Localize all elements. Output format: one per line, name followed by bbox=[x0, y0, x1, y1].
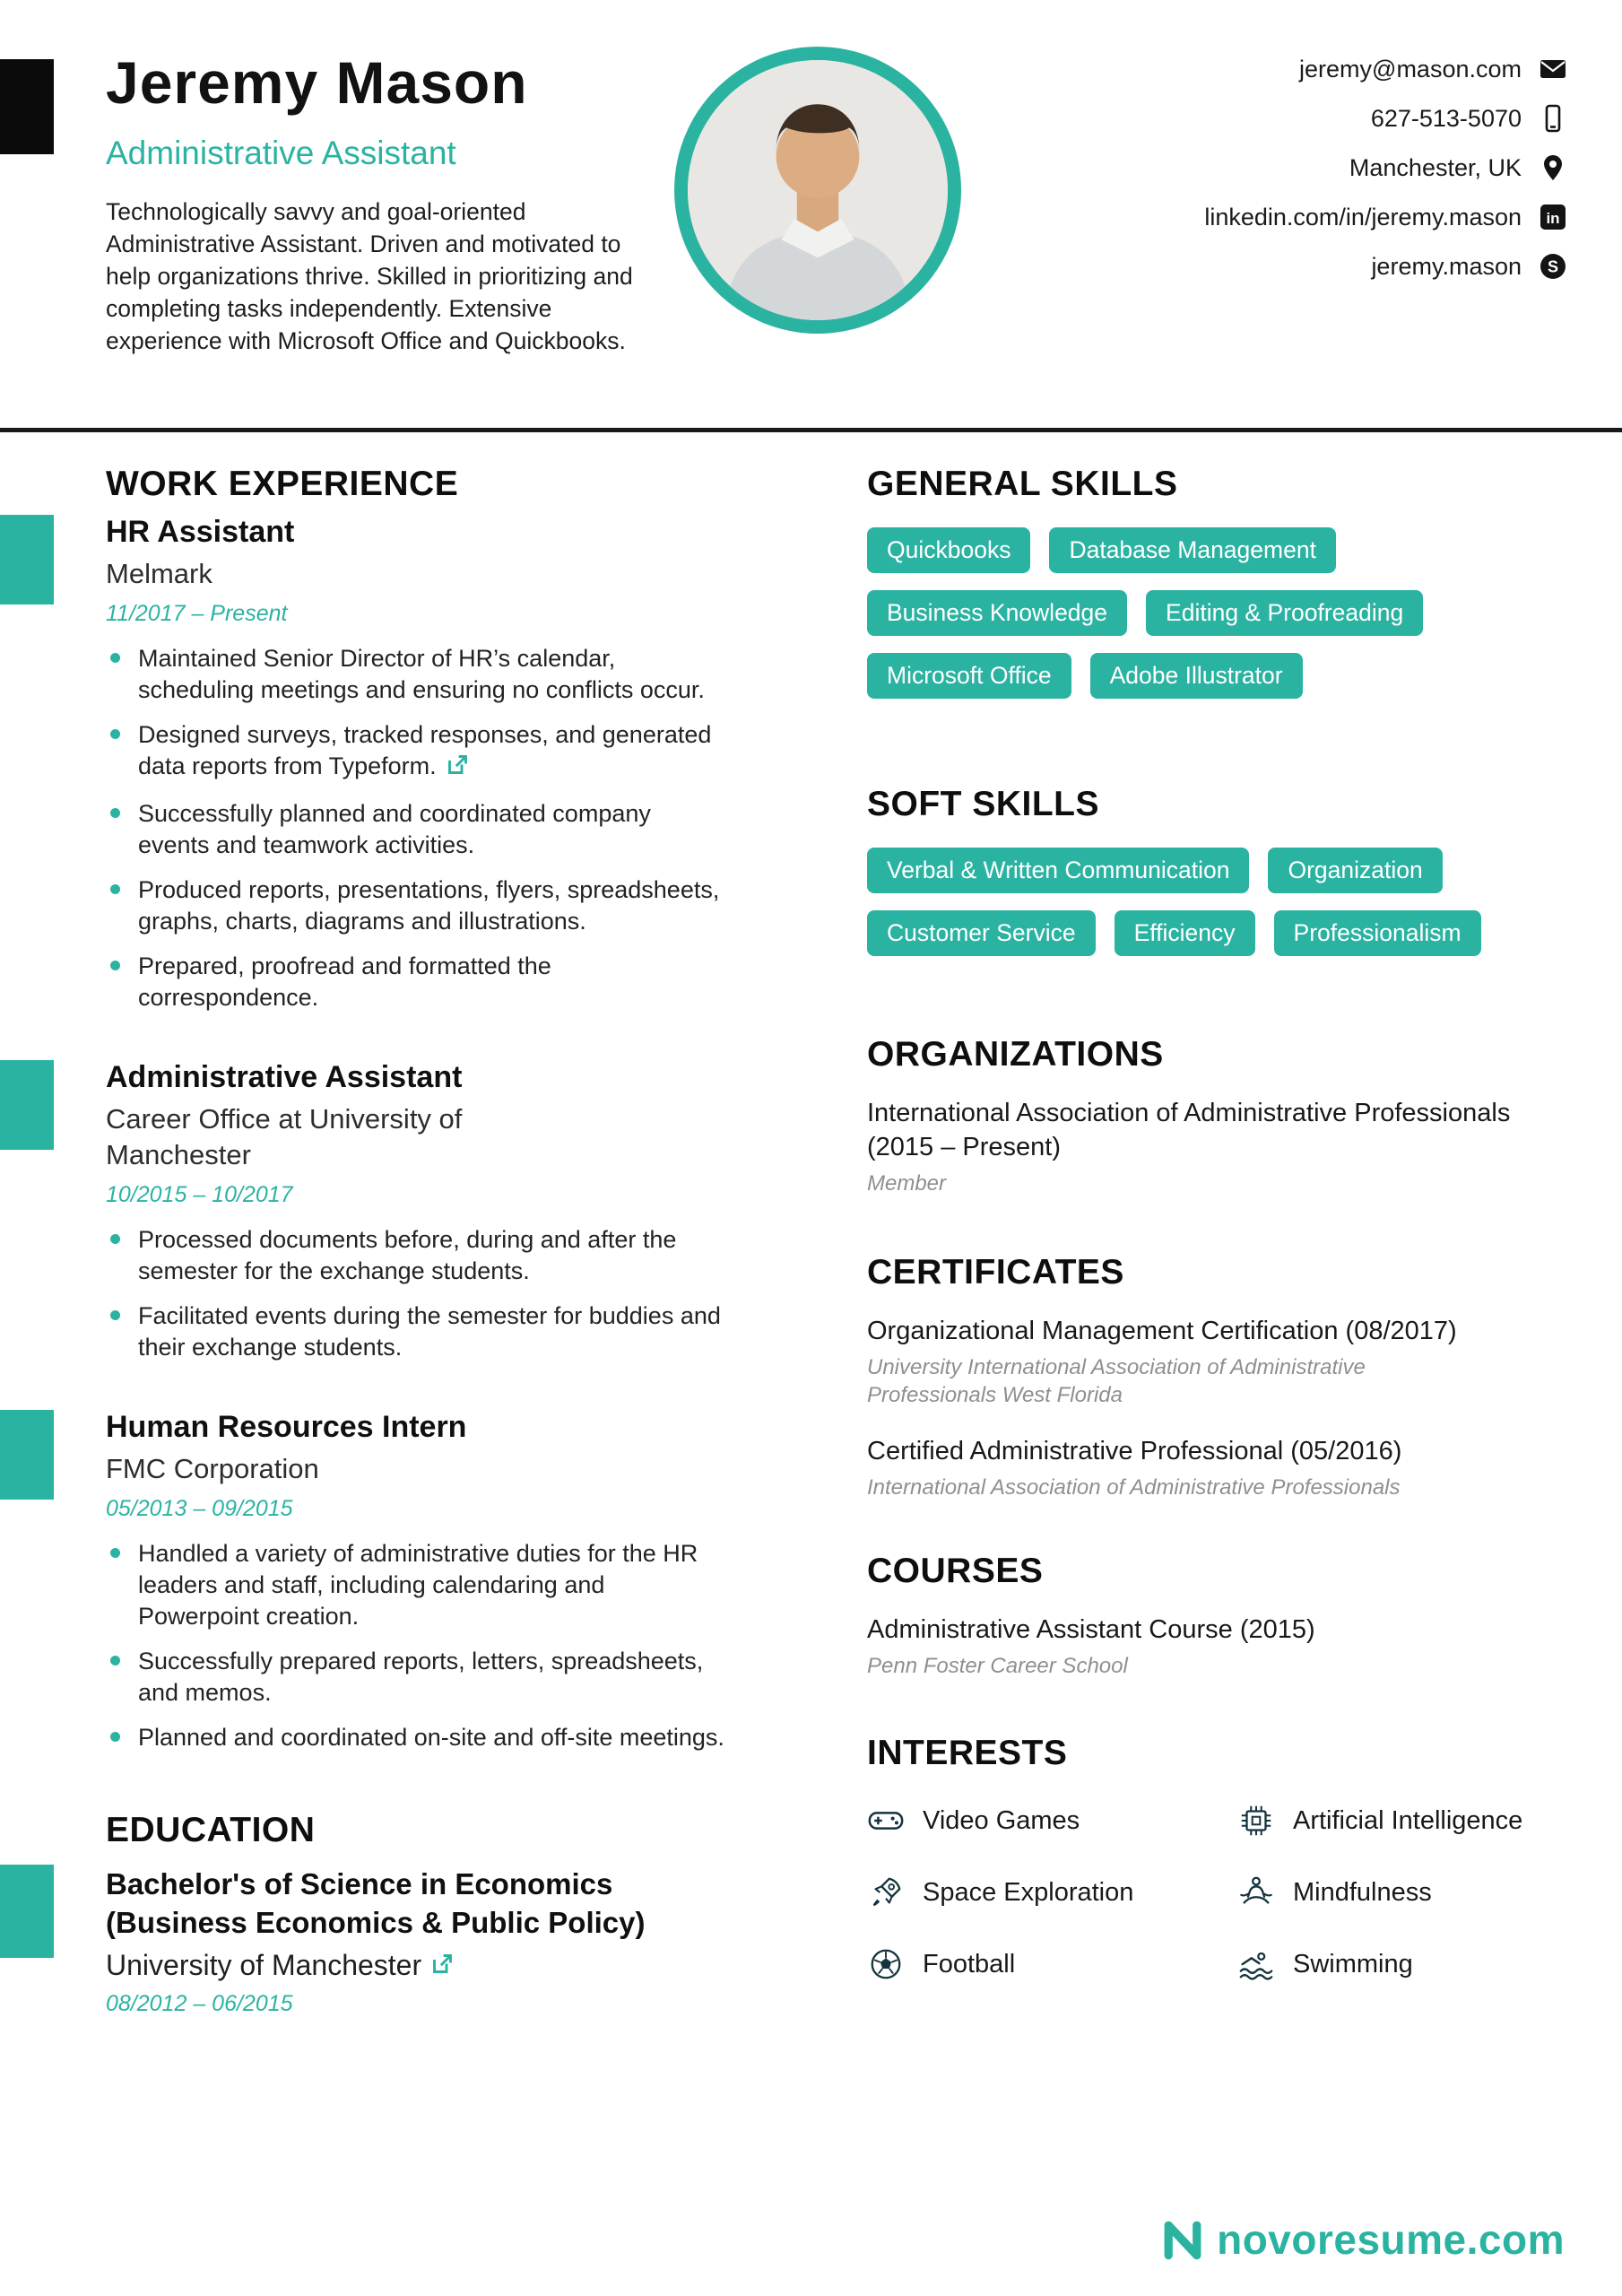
education-school: University of Manchester bbox=[106, 1949, 422, 1981]
organization-item bbox=[867, 1096, 1541, 1197]
work-experience-heading: WORK EXPERIENCE bbox=[106, 465, 459, 503]
job-bullet bbox=[106, 719, 724, 785]
job-bullet-list bbox=[106, 1538, 724, 1753]
phone-icon bbox=[1538, 103, 1568, 134]
interest-video-games bbox=[867, 1802, 1237, 1839]
contact-email[interactable] bbox=[1299, 54, 1568, 84]
education-entry bbox=[106, 1865, 724, 2017]
contact-list bbox=[1204, 54, 1568, 282]
interest-label: Football bbox=[923, 1949, 1016, 1979]
job-accent-bar bbox=[0, 1060, 54, 1150]
gamepad-icon bbox=[867, 1802, 905, 1839]
job-company: Melmark bbox=[106, 558, 213, 589]
novoresume-logo-text: novoresume.com bbox=[1217, 2216, 1565, 2263]
contact-skype-value: jeremy.mason bbox=[1371, 252, 1522, 280]
skill-pill: Microsoft Office bbox=[867, 653, 1071, 699]
skype-icon bbox=[1538, 251, 1568, 282]
job-entry bbox=[106, 515, 724, 1013]
organizations-section bbox=[867, 1035, 1541, 1197]
interest-label: Space Exploration bbox=[923, 1877, 1134, 1907]
course-item bbox=[867, 1613, 1541, 1680]
left-column bbox=[106, 465, 724, 2017]
job-bullet bbox=[106, 874, 724, 937]
job-bullet-text: Facilitated events during the semester for buddies and their exchange students. bbox=[138, 1302, 721, 1361]
education-school-row bbox=[106, 1949, 724, 1982]
general-skills-section bbox=[867, 465, 1541, 699]
interests-heading: INTERESTS bbox=[867, 1734, 1068, 1772]
job-title: HR Assistant bbox=[106, 515, 295, 549]
novoresume-logo[interactable] bbox=[1159, 2215, 1565, 2264]
job-bullet-text: Planned and coordinated on-site and off-site meetings. bbox=[138, 1724, 724, 1751]
general-skills-list bbox=[867, 527, 1541, 699]
skill-pill: Organization bbox=[1268, 848, 1442, 893]
soft-skills-heading: SOFT SKILLS bbox=[867, 785, 1099, 823]
email-icon bbox=[1538, 54, 1568, 84]
skill-pill: Verbal & Written Communication bbox=[867, 848, 1249, 893]
interest-label: Mindfulness bbox=[1293, 1877, 1432, 1907]
job-bullet-text: Processed documents before, during and after the semester for the exchange students. bbox=[138, 1226, 677, 1284]
interest-label: Video Games bbox=[923, 1805, 1080, 1835]
job-bullet-text: Maintained Senior Director of HR’s calendar, scheduling meetings and ensuring no conflicts occur. bbox=[138, 645, 705, 703]
interest-space-exploration bbox=[867, 1874, 1237, 1911]
profile-summary: Technologically savvy and goal-oriented Administrative Assistant. Driven and motivated to help organizations thrive. Skilled in prioritizing and completing tasks independently. Extensive experience with Microsoft Office and Quickbooks. bbox=[106, 198, 633, 354]
svg-text:S: S bbox=[1547, 257, 1559, 276]
job-bullet bbox=[106, 643, 724, 706]
location-icon bbox=[1538, 152, 1568, 183]
work-experience-section bbox=[106, 465, 724, 1753]
organizations-heading: ORGANIZATIONS bbox=[867, 1035, 1164, 1074]
contact-phone bbox=[1371, 103, 1568, 134]
education-accent-bar bbox=[0, 1865, 54, 1958]
job-title: Administrative Assistant bbox=[106, 1060, 463, 1094]
job-company: FMC Corporation bbox=[106, 1453, 319, 1484]
job-dates: 11/2017 – Present bbox=[106, 601, 288, 626]
external-link-icon[interactable] bbox=[430, 1952, 455, 1980]
certificate-name: Organizational Management Certification (08/2017) bbox=[867, 1317, 1457, 1345]
job-bullet-text: Successfully prepared reports, letters, spreadsheets, and memos. bbox=[138, 1648, 704, 1706]
certificate-issuer: University International Association of Administrative Professionals West Florida bbox=[867, 1355, 1366, 1407]
education-heading: EDUCATION bbox=[106, 1811, 316, 1849]
job-dates: 05/2013 – 09/2015 bbox=[106, 1496, 293, 1521]
right-column bbox=[867, 465, 1541, 1983]
job-title: Human Resources Intern bbox=[106, 1410, 467, 1444]
external-link-icon[interactable] bbox=[446, 752, 470, 785]
interests-list bbox=[867, 1802, 1541, 1983]
skill-pill: Database Management bbox=[1049, 527, 1335, 573]
svg-text:in: in bbox=[1546, 210, 1560, 227]
skill-pill: Professionalism bbox=[1274, 910, 1481, 956]
interest-artificial-intelligence bbox=[1237, 1802, 1541, 1839]
organization-name: International Association of Administrative Professionals (2015 – Present) bbox=[867, 1099, 1511, 1161]
education-section bbox=[106, 1811, 724, 2017]
profile-photo bbox=[688, 60, 948, 320]
job-bullet-text: Handled a variety of administrative duties for the HR leaders and staff, including calendaring and Powerpoint creation. bbox=[138, 1540, 698, 1630]
novoresume-n-icon bbox=[1159, 2216, 1206, 2263]
job-bullet-list bbox=[106, 1224, 724, 1363]
skill-pill: Business Knowledge bbox=[867, 590, 1127, 636]
courses-section bbox=[867, 1552, 1541, 1680]
job-bullet bbox=[106, 1722, 724, 1753]
contact-phone-value: 627-513-5070 bbox=[1370, 104, 1522, 132]
contact-email-value[interactable]: jeremy@mason.com bbox=[1299, 55, 1522, 83]
job-bullet-text: Designed surveys, tracked responses, and generated data reports from Typeform. bbox=[138, 721, 712, 779]
education-dates: 08/2012 – 06/2015 bbox=[106, 1991, 293, 2016]
person-job-title: Administrative Assistant bbox=[106, 135, 456, 171]
general-skills-heading: GENERAL SKILLS bbox=[867, 465, 1178, 503]
contact-location-value: Manchester, UK bbox=[1349, 153, 1522, 181]
organization-role: Member bbox=[867, 1171, 947, 1196]
skill-pill: Customer Service bbox=[867, 910, 1096, 956]
job-bullet bbox=[106, 1300, 724, 1363]
job-bullet bbox=[106, 1646, 724, 1709]
interest-label: Swimming bbox=[1293, 1949, 1413, 1979]
job-bullet bbox=[106, 1224, 724, 1287]
rocket-icon bbox=[867, 1874, 905, 1911]
interest-football bbox=[867, 1945, 1237, 1983]
header-divider bbox=[0, 428, 1622, 432]
football-icon bbox=[867, 1945, 905, 1983]
interest-mindfulness bbox=[1237, 1874, 1541, 1911]
interest-swimming bbox=[1237, 1945, 1541, 1983]
skill-pill: Quickbooks bbox=[867, 527, 1030, 573]
certificate-name: Certified Administrative Professional (05/2016) bbox=[867, 1437, 1402, 1465]
contact-linkedin-value[interactable]: linkedin.com/in/jeremy.mason bbox=[1204, 203, 1522, 230]
course-name: Administrative Assistant Course (2015) bbox=[867, 1615, 1315, 1644]
job-bullet-text: Successfully planned and coordinated company events and teamwork activities. bbox=[138, 800, 651, 858]
contact-linkedin[interactable] bbox=[1204, 202, 1568, 232]
interests-section bbox=[867, 1734, 1541, 1983]
courses-heading: COURSES bbox=[867, 1552, 1044, 1590]
chip-icon bbox=[1237, 1802, 1275, 1839]
course-provider: Penn Foster Career School bbox=[867, 1654, 1128, 1678]
contact-skype bbox=[1371, 251, 1568, 282]
skill-pill: Efficiency bbox=[1115, 910, 1255, 956]
skill-pill: Editing & Proofreading bbox=[1146, 590, 1423, 636]
education-degree: Bachelor's of Science in Economics (Business Economics & Public Policy) bbox=[106, 1867, 646, 1939]
header-accent-block bbox=[0, 59, 54, 154]
profile-photo-ring bbox=[674, 47, 961, 334]
job-bullet bbox=[106, 798, 724, 861]
certificates-section bbox=[867, 1253, 1541, 1501]
certificate-item bbox=[867, 1314, 1541, 1409]
interest-label: Artificial Intelligence bbox=[1293, 1805, 1523, 1835]
job-bullet bbox=[106, 1538, 724, 1632]
job-bullet bbox=[106, 951, 724, 1013]
certificates-heading: CERTIFICATES bbox=[867, 1253, 1124, 1292]
contact-location bbox=[1349, 152, 1568, 183]
avatar-illustration bbox=[688, 60, 948, 320]
certificate-issuer: International Association of Administrative Professionals bbox=[867, 1475, 1401, 1500]
job-bullet-text: Produced reports, presentations, flyers, spreadsheets, graphs, charts, diagrams and illustrations. bbox=[138, 876, 720, 935]
job-dates: 10/2015 – 10/2017 bbox=[106, 1182, 293, 1207]
job-entry bbox=[106, 1060, 724, 1363]
certificate-item bbox=[867, 1434, 1541, 1501]
swimming-icon bbox=[1237, 1945, 1275, 1983]
job-entry bbox=[106, 1410, 724, 1753]
person-name: Jeremy Mason bbox=[106, 49, 528, 116]
linkedin-icon bbox=[1538, 202, 1568, 232]
soft-skills-section bbox=[867, 785, 1541, 956]
job-bullet-text: Prepared, proofread and formatted the correspondence. bbox=[138, 952, 551, 1011]
job-accent-bar bbox=[0, 1410, 54, 1500]
job-bullet-list bbox=[106, 643, 724, 1013]
meditation-icon bbox=[1237, 1874, 1275, 1911]
skill-pill: Adobe Illustrator bbox=[1090, 653, 1303, 699]
job-company: Career Office at University of Manchester bbox=[106, 1103, 463, 1170]
job-accent-bar bbox=[0, 515, 54, 604]
soft-skills-list bbox=[867, 848, 1541, 956]
